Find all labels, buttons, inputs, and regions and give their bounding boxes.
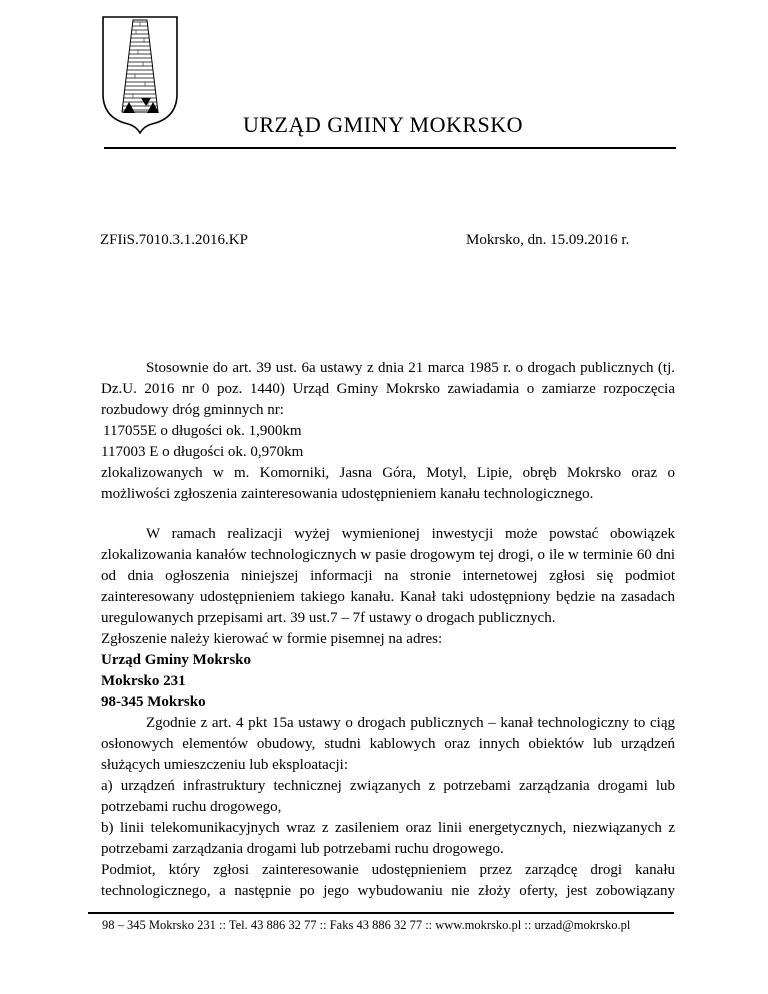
header-divider [104, 147, 676, 149]
list-item: b) linii telekomunikacyjnych wraz z zasileniem oraz linii energetycznych, niezwiązanych z potrzebami zarządzania drogami lub potrzebami ruchu drogowego. [101, 820, 675, 857]
address-line: Urząd Gminy Mokrsko [101, 652, 251, 668]
paragraph-definition: Zgodnie z art. 4 pkt 15a ustawy o drogach publicznych – kanał technologiczny to ciąg osłonowych elementów obudowy, studni kablowych oraz innych obiektów lub urządzeń służących umieszczeniu lub eksploatacji: [101, 715, 675, 773]
place-date: Mokrsko, dn. 15.09.2016 r. [466, 232, 630, 248]
paragraph-obligation-offer: Podmiot, który zgłosi zainteresowanie udostępnieniem przez zarządcę drogi kanału technologicznego, a następnie po jego wybudowaniu nie złoży oferty, jest zobowiązany [101, 862, 675, 899]
road-item: 117055E o długości ok. 1,900km [103, 423, 302, 439]
letter-body [101, 358, 675, 902]
road-item: 117003 E o długości ok. 0,970km [101, 444, 304, 460]
paragraph-obligation: W ramach realizacji wyżej wymienionej inwestycji może powstać obowiązek zlokalizowania kanałów technologicznych w pasie drogowym tej drogi, o ile w terminie 60 dni od dnia ogłoszenia niniejszej informacji na stronie internetowej zgłosi się podmiot zainteresowany udostępnieniem takiego kanału. Kanał taki udostępniony będzie na zasadach uregulowanych przepisami art. 39 ust.7 – 7f ustawy o drogach publicznych. [101, 526, 675, 626]
organization-title: URZĄD GMINY MOKRSKO [243, 112, 524, 137]
address-line: Mokrsko 231 [101, 673, 186, 689]
coat-of-arms-icon [100, 14, 180, 134]
reference-number: ZFIiS.7010.3.1.2016.KP [100, 232, 248, 248]
paragraph-submission: Zgłoszenie należy kierować w formie pisemnej na adres: [101, 631, 443, 647]
footer-divider [88, 912, 674, 914]
address-line: 98-345 Mokrsko [101, 694, 206, 710]
paragraph-location: zlokalizowanych w m. Komorniki, Jasna Góra, Motyl, Lipie, obręb Mokrsko oraz o możliwości zgłoszenia zainteresowania udostępnieniem kanału technologicznego. [101, 465, 675, 502]
footer-contact: 98 – 345 Mokrsko 231 :: Tel. 43 886 32 77 :: Faks 43 886 32 77 :: www.mokrsko.pl :: urzad@mokrsko.pl [102, 918, 631, 932]
paragraph-notice: Stosownie do art. 39 ust. 6a ustawy z dnia 21 marca 1985 r. o drogach publicznych (tj. Dz.U. 2016 nr 0 poz. 1440) Urząd Gminy Mokrsko zawiadamia o zamiarze rozpoczęcia rozbudowy dróg gminnych nr: [101, 360, 675, 418]
list-item: a) urządzeń infrastruktury technicznej związanych z potrzebami zarządzania drogami lub potrzebami ruchu drogowego, [101, 778, 675, 815]
